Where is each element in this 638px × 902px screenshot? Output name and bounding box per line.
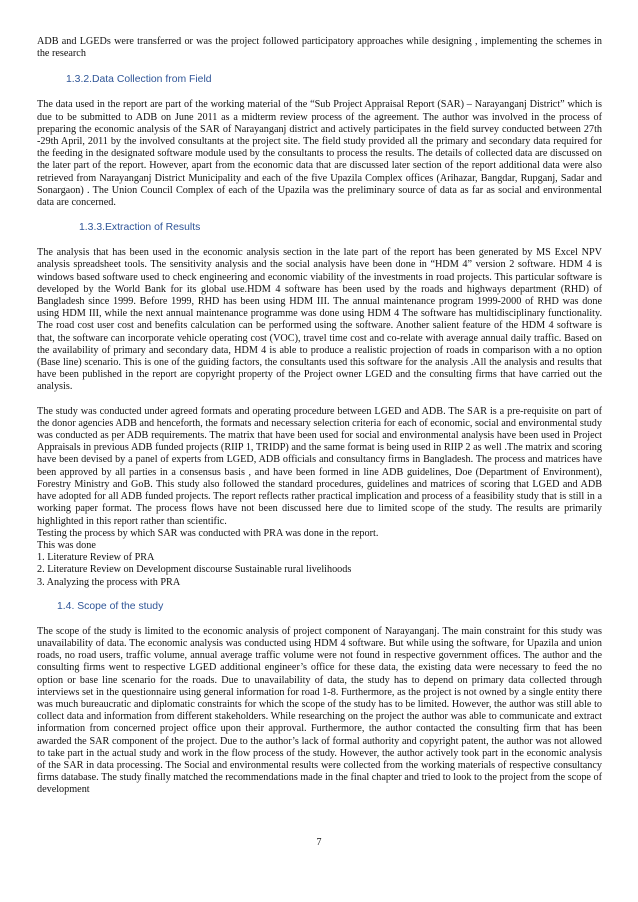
list-item: Testing the process by which SAR was conducted with PRA was done in the report. (37, 527, 379, 539)
heading-extraction-of-results: 1.3.3.Extraction of Results (79, 222, 201, 234)
list-item: This was done (37, 539, 96, 551)
intro-paragraph: ADB and LGEDs were transferred or was the project followed participatory approaches while designing , implementing the schemes in the research (37, 36, 602, 60)
data-collection-paragraph: The data used in the report are part of the working material of the “Sub Project Appraisal Report (SAR) – Narayanganj District” which is due to be submitted to ADB on June 2011 as a midterm review process of the agreement. The author was involved in the process of preparing the economic analysis of the SAR of Narayanganj district and actively participates in the field survey conducted between 27th -29th April, 2011 by the involved consultants at the project site. The field study provided all the primary and secondary data required for the feeding in the designated software module used by the consultants to process the results. The details of collected data are discussed on the later part of the report. However, apart from the economic data that are discussed later section of the report additional data were also retrieved from Narayanganj District Municipality and each of the five Upazila Complex offices (Arihazar, Bangdar, Rupganj, Sadar and Sonargaon) . The Union Council Complex of each of the Upazila was the preliminary source of data as far as social and environmental data are concerned. (37, 99, 602, 209)
heading-scope-of-study: 1.4. Scope of the study (57, 600, 164, 612)
list-item: 3. Analyzing the process with PRA (37, 576, 181, 588)
document-page (37, 36, 602, 797)
extraction-paragraph-2: The study was conducted under agreed formats and operating procedure between LGED and ADB. The SAR is a pre-requisite on part of the donor agencies ADB and henceforth, the formats and necessary selection criteria for each of economic, social and environmental study was conducted as per ADB requirements. The matrix that have been used for social and environmental analysis have been used in Project Appraisals in previous ADB funded projects (RIIP 1, TRIDP) and the same format is being used in RIIP 2 as well .The matrix and scoring have been devised by a panel of experts from LGED, ADB officials and consultancy firms in Bangladesh. The process and matrices have been approved by all parties in a consensus basis , and have been formed in line ADB guidelines, Doe (Department of Environment), Forestry Ministry and GoB. This study also followed the standard procedures, guidelines and matrices of scoring that LGED and ADB have adopted for all ADB funded projects. The report reflects rather practical implication and process of a feasibility study that is still in a working paper format. The process flows have not been discussed here due to limited scope of the study. The results are primarily highlighted in this report rather than scientific. (37, 405, 602, 527)
heading-data-collection: 1.3.2.Data Collection from Field (66, 74, 212, 86)
page-number: 7 (316, 837, 322, 848)
paragraph-gap (37, 394, 602, 406)
list-item: 2. Literature Review on Development discourse Sustainable rural livelihoods (37, 564, 352, 576)
scope-paragraph: The scope of the study is limited to the economic analysis of project component of Narayanganj. The main constraint for this study was unavailability of data. The economic analysis was conducted using HDM 4 software. But while using the software, for Upazila and union roads, no road users, traffic volume, annual average traffic volume were not found in respective government offices. The author and the consulting firms went to respective LGED additional engineer’s office for these data, the existing data were necessary to feed the no option or base line scenario for the roads. Due to unavailability of data, the study has to depend on primary data collected through interviews set in the questionnaire using general information for road 1-8. Furthermore, as the project is not owned by a single entity there was much bureaucratic and diplomatic constraints for which the scope of the study has to be limited. However, the author was still able to collect data and information from different stakeholders. While researching on the project the author was able to communicate and extract information from concerned project office upon their approval. Furthermore, the author contacted the consulting firm that has been awarded the SAR component of the project. Due to the author’s lack of formal authority and copyright patent, the author was not allowed to take part in the actual study and work in the flow process of the study. However, the author actively took part in the economic analysis of the SAR in data processing. The Social and environmental results were collected from the working materials of respective consultancy firms database. The study finally matched the recommendations made in the final chapter and tried to look to the project from the scope of development (37, 625, 602, 796)
extraction-paragraph-1: The analysis that has been used in the economic analysis section in the late part of the report has been generated by MS Excel NPV analysis spreadsheet tools. The sensitivity analysis and the social analysis have been done in “HDM 4” version 2 software. HDM 4 is windows based software used to check engineering and economic viability of the investments in road projects. This particular software is developed by the World Bank for its global use.HDM 4 software has been used by the roads and highways department (RHD) of Bangladesh since 1999. Before 1999, RHD has been using HDM III. The annual maintenance program 1999-2000 of RHD was done using HDM III, while the next annual maintenance programme was done using HDM 4 The software has multidisciplinary functionality. The road cost user cost and benefits calculation can be performed using the software. Another salient feature of the HDM 4 software is that, the software can incorporate vehicle operating cost (VOC), travel time cost and co-relate with average annual daily traffic. Based on the availability of primary and secondary data, HDM 4 is able to produce a realistic projection of roads in comparison with a no option (Base line) scenario. This is one of the guiding factors, the consultants used this software for the analysis .All the analysis and results that have been published in the report are copyright property of the Project owner LGED and the consulting firms that have carried out the analysis. (37, 247, 602, 393)
list-item: 1. Literature Review of PRA (37, 552, 155, 564)
